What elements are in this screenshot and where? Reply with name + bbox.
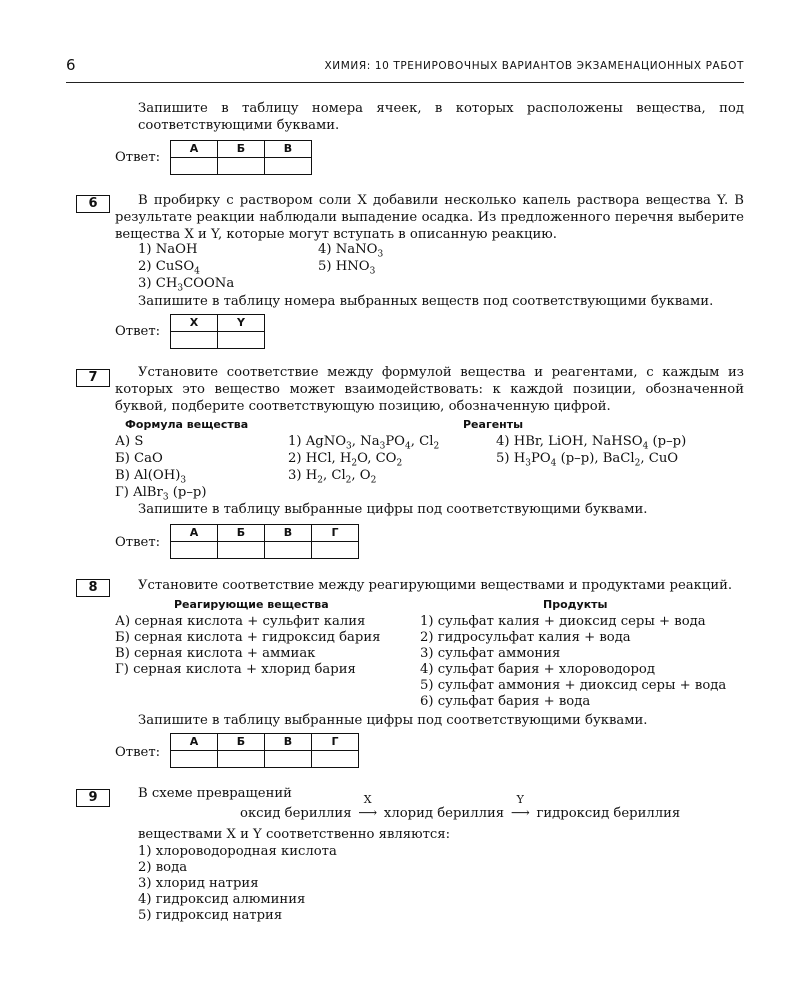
q7-reagent-4: 4) HBr, LiOH, NaHSO$_4$ (р–р)	[496, 434, 687, 452]
q8-product-4: 4) сульфат бария + хлороводород	[420, 662, 655, 677]
q9-arrow-1: X ⟶	[356, 805, 380, 822]
running-title: ХИМИЯ: 10 ТРЕНИРОВОЧНЫХ ВАРИАНТОВ ЭКЗАМЕНАЦИОННЫХ РАБОТ	[324, 60, 744, 72]
q8-col-v: В	[265, 734, 312, 751]
q6-col-y: Y	[218, 315, 265, 332]
question-6-option-3: 3) $CH_3COONa$	[138, 276, 235, 294]
q7-reagent-2: 2) HCl, $H_2O$, $CO_2$	[288, 451, 403, 469]
intro-instruction: Запишите в таблицу номера ячеек, в которых расположены вещества, под соответствующими буквами.	[138, 101, 744, 133]
q8-product-6: 6) сульфат бария + вода	[420, 694, 591, 709]
header-rule	[66, 82, 744, 83]
intro-answer-cell[interactable]	[265, 158, 312, 175]
q9-arrow-2-label: Y	[516, 793, 524, 806]
question-8-instruction: Запишите в таблицу выбранные цифры под соответствующими буквами.	[138, 713, 648, 728]
q7-answer-cell[interactable]	[312, 542, 359, 559]
q6-answer-cell[interactable]	[218, 332, 265, 349]
question-9-intro: В схеме превращений	[138, 786, 292, 801]
q7-reagent-5: 5) $H_3PO_4$ (р–р), BaCl$_2$, CuO	[496, 451, 679, 469]
q9-scheme	[240, 793, 681, 822]
q9-option-5: 5) гидроксид натрия	[138, 908, 283, 923]
intro-answer-cell[interactable]	[218, 158, 265, 175]
q7-col-a: А	[171, 525, 218, 542]
q8-answer-cell[interactable]	[218, 751, 265, 768]
q8-product-2: 2) гидросульфат калия + вода	[420, 630, 631, 645]
q8-col-g: Г	[312, 734, 359, 751]
question-9-question: веществами X и Y соответственно являются:	[138, 827, 451, 842]
intro-answer-table	[170, 140, 312, 175]
question-6-option-2: 2) CuSO$_4$	[138, 259, 200, 277]
intro-answer-label: Ответ:	[115, 150, 161, 165]
q8-reactant-v: В) серная кислота + аммиак	[115, 646, 316, 661]
question-6-number: 6	[76, 195, 110, 213]
q7-right-header: Реагенты	[463, 418, 524, 431]
q7-reagent-3: 3) $H_2$, $Cl_2$, $O_2$	[288, 468, 377, 486]
question-6-answer-label: Ответ:	[115, 324, 161, 339]
question-7-number: 7	[76, 369, 110, 387]
q7-formula-a: А) S	[115, 434, 144, 449]
question-8-answer-table	[170, 733, 359, 768]
q7-col-b: Б	[218, 525, 265, 542]
q7-formula-b: Б) CaO	[115, 451, 163, 466]
q8-col-a: А	[171, 734, 218, 751]
q7-left-header: Формула вещества	[125, 418, 249, 431]
q9-option-1: 1) хлороводородная кислота	[138, 844, 337, 859]
q8-product-3: 3) сульфат аммония	[420, 646, 561, 661]
q8-reactant-g: Г) серная кислота + хлорид бария	[115, 662, 356, 677]
question-6-option-4: 4) NaNO$_3$	[318, 242, 384, 260]
question-6-text: В пробирку с раствором соли X добавили несколько капель раствора вещества Y. В результате реакции наблюдали выпадение осадка. Из предложенного перечня выберите вещества X и Y, которые могут вступать в описанную реакцию.	[115, 193, 744, 242]
q8-answer-cell[interactable]	[312, 751, 359, 768]
q7-answer-cell[interactable]	[265, 542, 312, 559]
q8-product-5: 5) сульфат аммония + диоксид серы + вода	[420, 678, 727, 693]
q8-right-header: Продукты	[543, 598, 608, 611]
q8-left-header: Реагирующие вещества	[174, 598, 329, 611]
q9-scheme-middle: хлорид бериллия	[383, 806, 505, 821]
q6-col-x: X	[171, 315, 218, 332]
q7-answer-cell[interactable]	[171, 542, 218, 559]
q9-option-3: 3) хлорид натрия	[138, 876, 259, 891]
question-7-instruction: Запишите в таблицу выбранные цифры под соответствующими буквами.	[138, 502, 648, 517]
q7-formula-g: Г) AlBr$_3$ (р–р)	[115, 485, 207, 503]
q9-scheme-start: оксид бериллия	[240, 806, 352, 821]
question-8-answer-label: Ответ:	[115, 745, 161, 760]
q8-answer-cell[interactable]	[265, 751, 312, 768]
q7-answer-cell[interactable]	[218, 542, 265, 559]
q7-formula-v: В) $Al(OH)_3$	[115, 468, 187, 486]
page-number: 6	[66, 56, 76, 74]
q9-arrow-1-label: X	[363, 793, 372, 806]
q8-col-b: Б	[218, 734, 265, 751]
q8-reactant-a: А) серная кислота + сульфит калия	[115, 614, 366, 629]
intro-col-a: А	[171, 141, 218, 158]
question-7-answer-label: Ответ:	[115, 535, 161, 550]
question-6-option-1: 1) NaOH	[138, 242, 198, 257]
intro-col-b: Б	[218, 141, 265, 158]
question-8-number: 8	[76, 579, 110, 597]
q6-answer-cell[interactable]	[171, 332, 218, 349]
q7-reagent-1: 1) AgNO$_3$, $Na_3PO_4$, $Cl_2$	[288, 434, 440, 452]
question-7-answer-table	[170, 524, 359, 559]
q9-option-4: 4) гидроксид алюминия	[138, 892, 306, 907]
question-6-answer-table	[170, 314, 265, 349]
intro-col-v: В	[265, 141, 312, 158]
q8-reactant-b: Б) серная кислота + гидроксид бария	[115, 630, 381, 645]
question-6-option-5: 5) $HNO_3$	[318, 259, 376, 277]
q7-col-g: Г	[312, 525, 359, 542]
q7-col-v: В	[265, 525, 312, 542]
intro-answer-cell[interactable]	[171, 158, 218, 175]
question-8-text: Установите соответствие между реагирующими веществами и продуктами реакций.	[138, 578, 733, 593]
question-7-text: Установите соответствие между формулой вещества и реагентами, с каждым из которых это вещество может взаимодействовать: к каждой позиции, обозначенной буквой, подберите соответствующую позицию, обозначенную цифрой.	[115, 365, 744, 414]
q9-arrow-2: Y ⟶	[508, 805, 532, 822]
question-9-number: 9	[76, 789, 110, 807]
q9-scheme-end: гидроксид бериллия	[536, 806, 681, 821]
q8-answer-cell[interactable]	[171, 751, 218, 768]
question-6-instruction: Запишите в таблицу номера выбранных веществ под соответствующими буквами.	[138, 294, 714, 309]
q8-product-1: 1) сульфат калия + диоксид серы + вода	[420, 614, 706, 629]
q9-option-2: 2) вода	[138, 860, 188, 875]
